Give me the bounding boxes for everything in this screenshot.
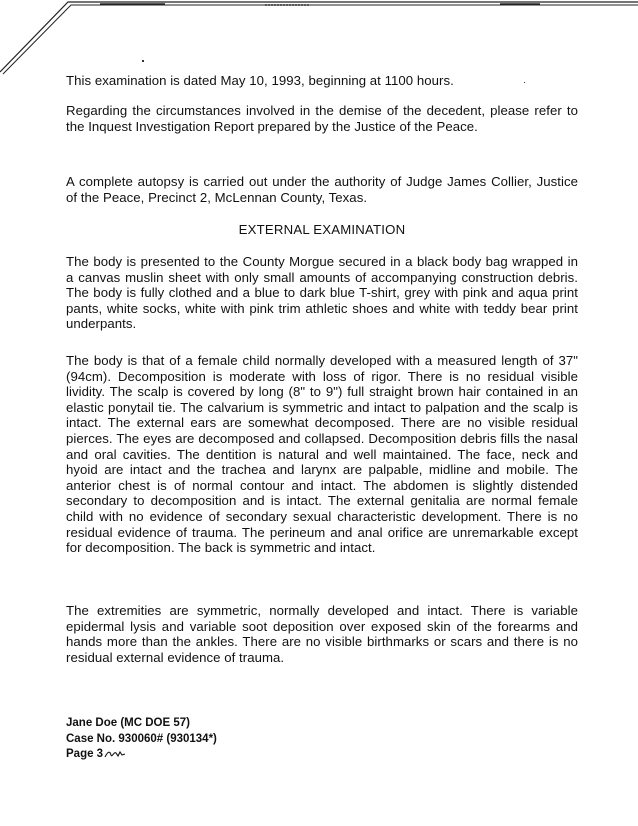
body-presentation-paragraph: The body is presented to the County Morgue secured in a black body bag wrapped in a canvas muslin sheet with only small amounts of accompanying construction debris. The body is fully clothed and a blue to dark blue T-shirt, grey with pink and aqua print pants, white socks, white with pink trim athletic shoes and white with teddy bear print underpants. [66,254,578,332]
handwritten-initials-icon [104,749,126,759]
authority-paragraph: A complete autopsy is carried out under the authority of Judge James Collier, Justice of the Peace, Precinct 2, McLennan County, Texas. [66,174,578,205]
footer-subject: Jane Doe (MC DOE 57) [66,717,190,729]
document-footer [66,716,217,763]
scan-speck [142,60,144,62]
extremities-paragraph: The extremities are symmetric, normally developed and intact. There is variable epidermal lysis and variable soot deposition over exposed skin of the forearms and hands more than the ankles. There are no visible birthmarks or scars and there is no residual external evidence of trauma. [66,603,578,665]
circumstances-paragraph: Regarding the circumstances involved in the demise of the decedent, please refer to the Inquest Investigation Report prepared by the Justice of the Peace. [66,103,578,134]
footer-page-number: Page 3 [66,748,104,760]
footer-page-line [66,747,217,763]
section-heading-external-examination: EXTERNAL EXAMINATION [238,222,406,237]
examination-date-line: This examination is dated May 10, 1993, beginning at 1100 hours. [66,73,454,88]
body-description-paragraph: The body is that of a female child normally developed with a measured length of 37" (94cm). Decomposition is moderate with loss of rigor. There is no residual visible lividity. The scalp is covered by long (8" to 9") full straight brown hair contained in an elastic ponytail tie. The calvarium is symmetric and intact to palpation and the scalp is intact. The external ears are somewhat decomposed. There are no visible residual pierces. The eyes are decomposed and collapsed. Decomposition debris fills the nasal and oral cavities. The dentition is natural and well maintained. The face, neck and hyoid are intact and the trachea and larynx are palpable, midline and mobile. The anterior chest is of normal contour and intact. The abdomen is slightly distended secondary to decomposition and is intact. The external genitalia are normal female child with no evidence of secondary sexual characteristic development. There is no residual evidence of trauma. The perineum and anal orifice are unremarkable except for decomposition. The back is symmetric and intact. [66,353,578,556]
footer-case-number: Case No. 930060# (930134*) [66,732,217,745]
